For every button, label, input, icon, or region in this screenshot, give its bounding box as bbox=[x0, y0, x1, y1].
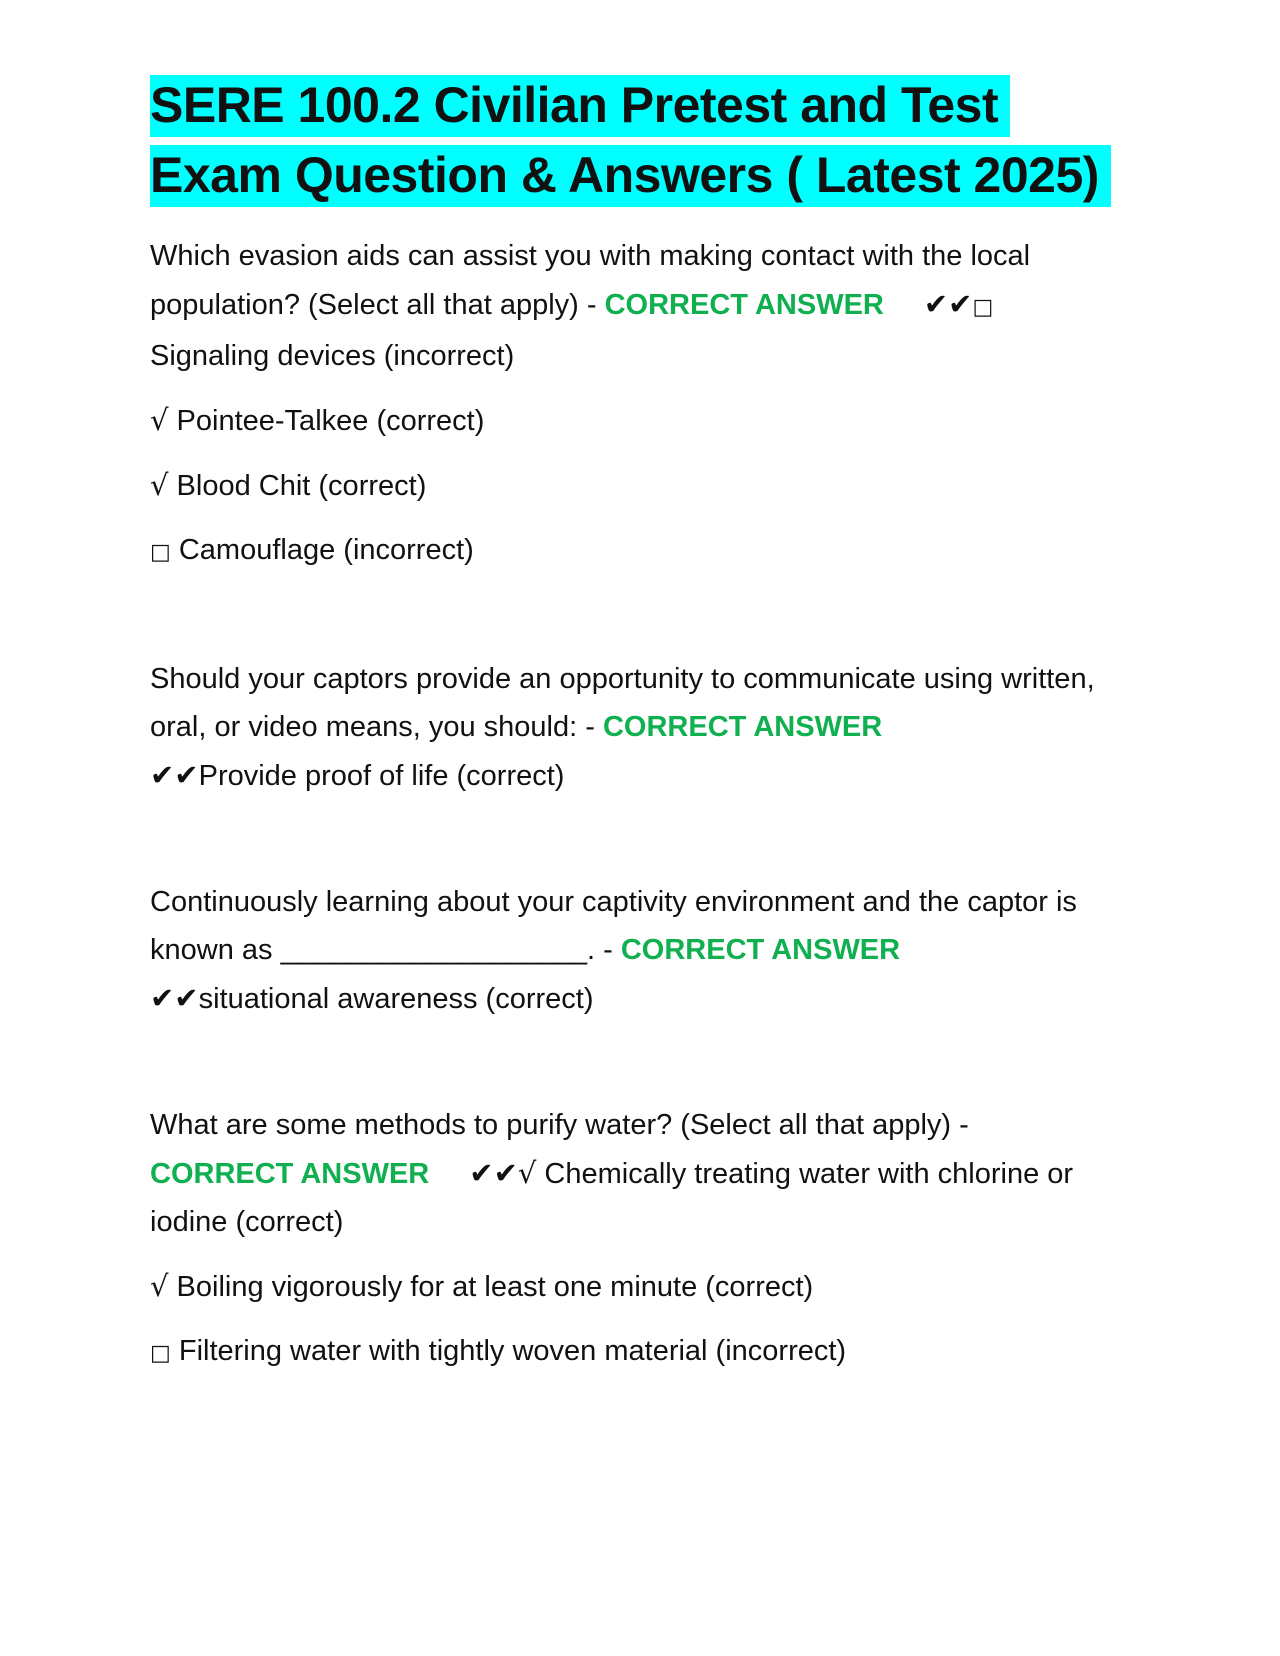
question-1-option-1: Signaling devices (incorrect) bbox=[150, 340, 515, 372]
double-check-icon: ✔✔ bbox=[150, 758, 199, 792]
question-4-option-1: Chemically treating water with chlorine or iodine (correct) bbox=[150, 1158, 1074, 1238]
question-1-option-2: Pointee-Talkee (correct) bbox=[176, 405, 485, 437]
question-3-text: Continuously learning about your captivity environment and the captor is known as ___________________. - bbox=[150, 886, 1077, 966]
correct-answer-label: CORRECT ANSWER bbox=[150, 1158, 430, 1190]
double-check-icon: ✔✔ bbox=[923, 287, 973, 321]
checkbox-empty-icon: □ bbox=[972, 295, 994, 320]
question-4-option-3-line bbox=[150, 1327, 1130, 1378]
question-1-option-2-line bbox=[150, 396, 1130, 445]
question-2 bbox=[150, 655, 1130, 800]
question-4-option-2-line bbox=[150, 1262, 1130, 1311]
document-title bbox=[150, 70, 1130, 210]
question-3 bbox=[150, 878, 1130, 1023]
correct-answer-label: CORRECT ANSWER bbox=[602, 711, 883, 743]
document-page bbox=[150, 70, 1130, 1378]
question-1-option-3-line bbox=[150, 461, 1130, 510]
checkmark-icon: √ bbox=[150, 1269, 169, 1303]
question-4 bbox=[150, 1101, 1130, 1246]
correct-answer-label: CORRECT ANSWER bbox=[620, 934, 901, 966]
question-1-option-4-line bbox=[150, 526, 1130, 577]
question-1-option-3: Blood Chit (correct) bbox=[176, 470, 427, 502]
question-4-text: What are some methods to purify water? (Select all that apply) - bbox=[150, 1109, 969, 1141]
title-highlight: SERE 100.2 Civilian Pretest and Test Exam Question & Answers ( Latest 2025) bbox=[150, 75, 1111, 207]
question-2-text: Should your captors provide an opportunity to communicate using written, oral, or video means, you should: - bbox=[150, 663, 1095, 743]
correct-answer-label: CORRECT ANSWER bbox=[604, 289, 884, 321]
checkbox-empty-icon: □ bbox=[150, 540, 171, 565]
double-check-icon: ✔✔ bbox=[150, 981, 199, 1015]
checkmark-icon: √ bbox=[150, 468, 169, 502]
question-3-answer: situational awareness (correct) bbox=[198, 983, 594, 1015]
checkmark-icon: √ bbox=[150, 403, 169, 437]
question-1-text: Which evasion aids can assist you with making contact with the local population? (Select all that apply) - bbox=[150, 240, 1031, 321]
question-1-option-4: Camouflage (incorrect) bbox=[178, 534, 474, 566]
question-4-option-2: Boiling vigorously for at least one minute (correct) bbox=[176, 1271, 814, 1303]
question-1 bbox=[150, 232, 1130, 380]
double-check-icon: ✔✔ bbox=[469, 1156, 518, 1190]
question-4-option-3: Filtering water with tightly woven material (incorrect) bbox=[178, 1335, 847, 1367]
checkmark-icon: √ bbox=[517, 1156, 537, 1190]
checkbox-empty-icon: □ bbox=[150, 1341, 171, 1366]
question-2-answer: Provide proof of life (correct) bbox=[198, 760, 565, 792]
